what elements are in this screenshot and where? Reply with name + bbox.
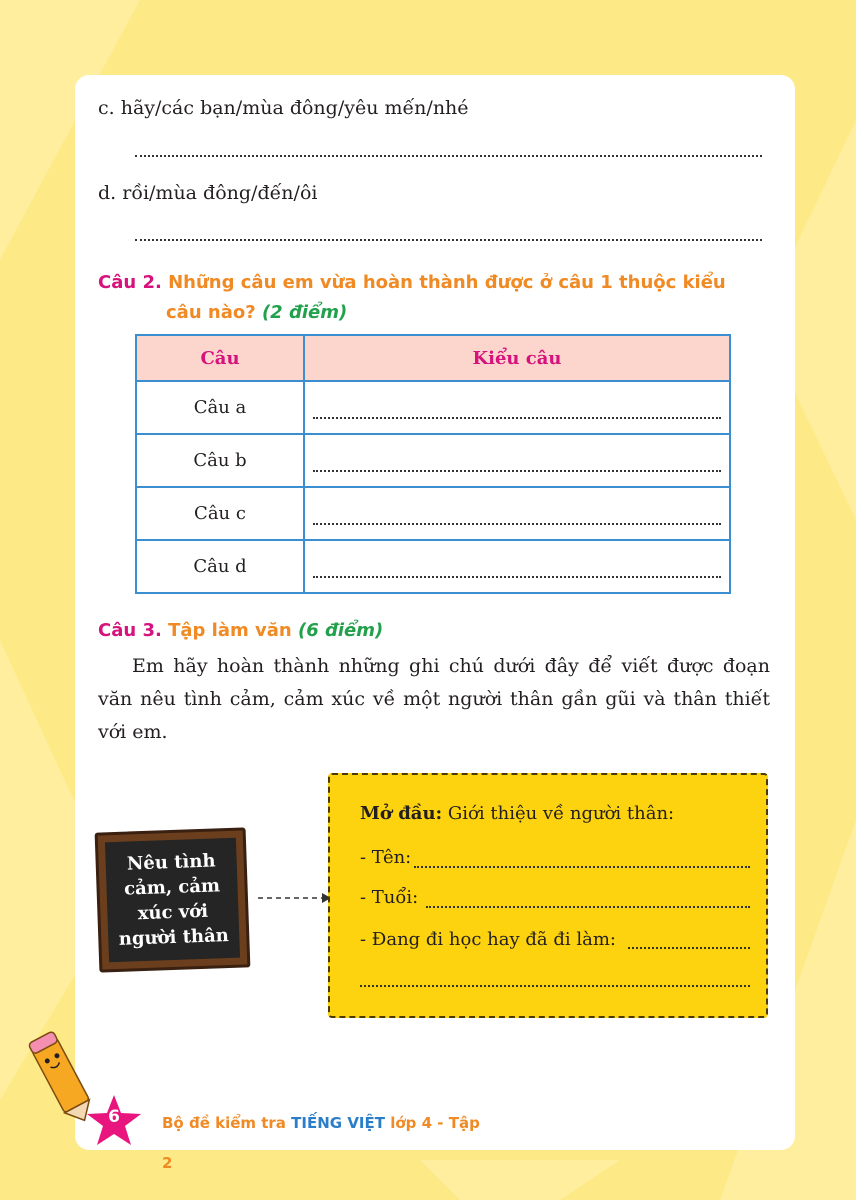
row-label: Câu b (136, 434, 304, 487)
note-status-answer[interactable] (628, 947, 750, 949)
question-3-instructions: Em hãy hoàn thành những ghi chú dưới đây để viết được đoạn văn nêu tình cảm, cảm xúc về một người thân gần gũi và thân thiết với em. (98, 655, 770, 743)
answer-line-d[interactable] (135, 239, 762, 241)
footer-title (112, 1103, 484, 1172)
dashed-arrow-icon (258, 891, 332, 905)
note-heading (360, 803, 674, 824)
answer-line-c[interactable] (135, 155, 762, 157)
question-3-title (98, 616, 383, 646)
note-age-answer[interactable] (426, 906, 750, 908)
question-3-text: Tập làm văn (168, 620, 292, 641)
answer-cell[interactable] (304, 487, 730, 540)
note-extra-answer[interactable] (360, 985, 750, 987)
exercise-item-d: d. rồi/mùa đông/đến/ôi (98, 182, 318, 204)
note-age-label: - Tuổi: (360, 887, 419, 908)
table-row (136, 487, 730, 540)
question-2-score: (2 điểm) (261, 302, 348, 323)
footer-title-part2: TIẾNG VIỆT (291, 1114, 385, 1132)
footer-title-part3: lớp 4 - Tập 2 (162, 1114, 480, 1172)
sentence-type-table (135, 334, 731, 594)
table-header-row (136, 335, 730, 381)
row-label: Câu d (136, 540, 304, 593)
note-box (328, 773, 768, 1018)
question-2-text-line1: Những câu em vừa hoàn thành được ở câu 1 thuộc kiểu (168, 272, 726, 293)
question-2-title-line2 (166, 298, 347, 328)
question-3-number: Câu 3. (98, 620, 162, 641)
table-row (136, 540, 730, 593)
question-2-number: Câu 2. (98, 272, 162, 293)
header-sentence: Câu (136, 335, 304, 381)
question-2-title (98, 268, 778, 298)
row-label: Câu c (136, 487, 304, 540)
answer-cell[interactable] (304, 540, 730, 593)
note-heading-rest: Giới thiệu về người thân: (447, 803, 675, 824)
question-2-text-line2: câu nào? (166, 302, 256, 323)
chalkboard-text: Nêu tình cảm, cảm xúc với người thân (105, 838, 240, 962)
page-footer (0, 1093, 856, 1172)
chalkboard (95, 827, 251, 972)
question-3-score: (6 điểm) (297, 620, 384, 641)
answer-cell[interactable] (304, 434, 730, 487)
table-row (136, 434, 730, 487)
exercise-item-c: c. hãy/các bạn/mùa đông/yêu mến/nhé (98, 97, 469, 119)
note-name-label: - Tên: (360, 847, 412, 868)
note-heading-bold: Mở đầu: (360, 803, 443, 824)
note-status-label: - Đang đi học hay đã đi làm: (360, 929, 616, 950)
footer-title-part1: Bộ đề kiểm tra (162, 1114, 286, 1132)
table-row (136, 381, 730, 434)
answer-cell[interactable] (304, 381, 730, 434)
note-name-answer[interactable] (414, 866, 750, 868)
worksheet-page (75, 75, 795, 1150)
row-label: Câu a (136, 381, 304, 434)
page-number: 6 (108, 1107, 120, 1127)
header-sentence-type: Kiểu câu (304, 335, 730, 381)
